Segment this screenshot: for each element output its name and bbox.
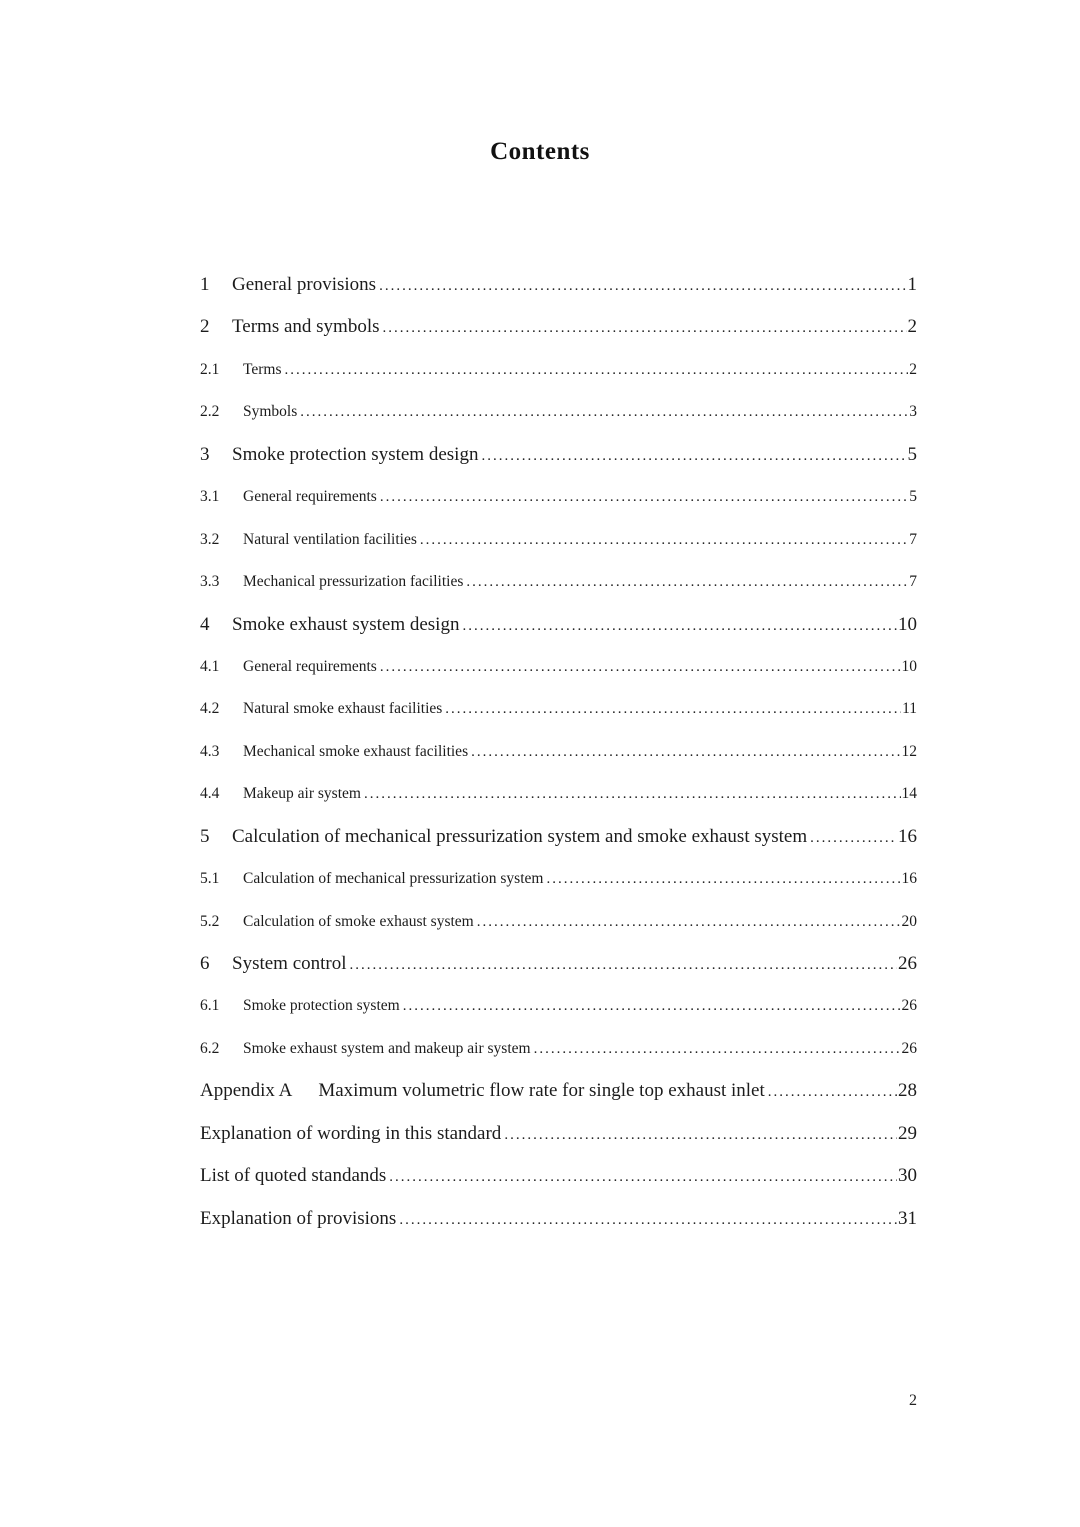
toc-entry-label: Smoke protection system [243, 997, 400, 1015]
toc-row [200, 391, 917, 433]
toc-entry-label: Mechanical smoke exhaust facilities [243, 742, 469, 760]
toc-entry-number: 4.2 [200, 700, 220, 718]
toc-entry-page: 26 [898, 953, 917, 974]
toc-dot-leader [462, 605, 897, 647]
toc-entry-number: Appendix A [200, 1080, 293, 1102]
toc-entry-number: 4.4 [200, 785, 220, 803]
toc-row [200, 306, 917, 348]
toc-dot-leader [768, 1071, 897, 1113]
toc-entry-number: 6 [200, 953, 210, 974]
toc-row [200, 476, 917, 518]
toc-entry-page: 26 [901, 997, 917, 1015]
toc-entry-label: Smoke protection system design [232, 443, 479, 465]
toc-entry-page: 20 [901, 912, 917, 930]
toc-entry-number: 4 [200, 613, 210, 635]
toc-entry-label: General requirements [243, 657, 377, 675]
toc-entry-label: General provisions [232, 274, 377, 295]
toc-dot-leader [403, 985, 901, 1027]
toc-dot-leader [466, 561, 908, 603]
toc-entry-page: 2 [907, 316, 917, 338]
toc-entry-page: 2 [909, 360, 917, 378]
toc-entry-label: Terms [243, 360, 282, 378]
toc-row [200, 816, 917, 858]
toc-row [200, 349, 917, 391]
toc-dot-leader [399, 1199, 897, 1241]
toc-entry-number: 3 [200, 443, 210, 465]
toc-entry-page: 10 [901, 657, 917, 675]
toc-row [200, 1070, 917, 1112]
toc-entry-label: List of quoted standands [200, 1165, 387, 1187]
toc-dot-leader [534, 1028, 901, 1070]
toc-dot-leader [504, 1114, 897, 1156]
toc-entry-label: Makeup air system [243, 785, 361, 803]
toc-entry-number: 1 [200, 274, 210, 295]
toc-entry-label: System control [232, 953, 347, 974]
toc-entry-number: 3.2 [200, 530, 220, 548]
toc-entry-label: Symbols [243, 403, 298, 421]
toc-dot-leader [477, 901, 901, 943]
toc-entry-page: 11 [902, 700, 917, 718]
toc-entry-label: Explanation of wording in this standard [200, 1122, 502, 1144]
toc-dot-leader [481, 435, 906, 477]
toc-dot-leader [383, 307, 907, 349]
toc-entry-label: General requirements [243, 488, 377, 506]
toc-row [200, 731, 917, 773]
toc-entry-number: 3.3 [200, 573, 220, 591]
toc-entry-page: 16 [898, 825, 917, 847]
toc-entry-label: Calculation of mechanical pressurization system [243, 870, 544, 888]
toc-dot-leader [471, 731, 900, 773]
toc-dot-leader [810, 817, 897, 859]
toc-entry-label: Natural ventilation facilities [243, 530, 417, 548]
toc-row [200, 561, 917, 603]
toc-dot-leader [350, 944, 897, 986]
toc-entry-number: 3.1 [200, 488, 220, 506]
toc-row [200, 1028, 917, 1070]
toc-row [200, 519, 917, 561]
toc-row [200, 434, 917, 476]
toc-entry-label: Smoke exhaust system design [232, 613, 460, 635]
toc-dot-leader [420, 519, 908, 561]
toc-entry-label: Natural smoke exhaust facilities [243, 700, 443, 718]
toc-entry-label: Maximum volumetric flow rate for single top exhaust inlet [318, 1080, 765, 1102]
toc-entry-page: 16 [901, 870, 917, 888]
toc-dot-leader [379, 265, 906, 307]
toc-dot-leader [285, 349, 909, 391]
toc-dot-leader [380, 646, 901, 688]
toc-row [200, 1155, 917, 1197]
toc-entry-page: 1 [907, 274, 917, 295]
toc-entry-page: 30 [898, 1165, 917, 1187]
toc-entry-page: 26 [901, 1039, 917, 1057]
toc-entry-page: 5 [909, 488, 917, 506]
toc-dot-leader [546, 858, 900, 900]
toc-row [200, 1113, 917, 1155]
toc-entry-number: 5.2 [200, 912, 220, 930]
toc-entry-label: Terms and symbols [232, 316, 380, 338]
toc-row [200, 264, 917, 306]
toc-entry-page: 12 [901, 742, 917, 760]
toc-entry-page: 10 [898, 613, 917, 635]
toc-row [200, 1198, 917, 1240]
toc-entry-label: Explanation of provisions [200, 1207, 397, 1229]
toc-entry-number: 2.1 [200, 360, 220, 378]
toc-entry-page: 14 [901, 785, 917, 803]
toc-dot-leader [389, 1156, 897, 1198]
toc-entry-number: 2.2 [200, 403, 220, 421]
toc-entry-number: 4.3 [200, 742, 220, 760]
toc-entry-number: 5 [200, 825, 210, 847]
toc-entry-page: 7 [909, 573, 917, 591]
toc-row [200, 901, 917, 943]
page-title: Contents [490, 138, 590, 165]
toc-entry-label: Smoke exhaust system and makeup air system [243, 1039, 531, 1057]
toc-entry-number: 4.1 [200, 657, 220, 675]
toc-entry-number: 5.1 [200, 870, 220, 888]
toc-entry-page: 29 [898, 1122, 917, 1144]
table-of-contents [200, 264, 917, 1240]
toc-dot-leader [364, 773, 901, 815]
toc-entry-label: Mechanical pressurization facilities [243, 573, 464, 591]
toc-row [200, 773, 917, 815]
toc-entry-page: 7 [909, 530, 917, 548]
toc-entry-page: 31 [898, 1207, 917, 1229]
toc-entry-page: 3 [909, 403, 917, 421]
toc-entry-page: 5 [907, 443, 917, 465]
toc-entry-page: 28 [898, 1080, 917, 1102]
toc-row [200, 604, 917, 646]
toc-entry-number: 6.2 [200, 1039, 220, 1057]
footer-page-number: 2 [909, 1392, 917, 1409]
toc-row [200, 646, 917, 688]
toc-row [200, 985, 917, 1027]
toc-entry-number: 6.1 [200, 997, 220, 1015]
toc-row [200, 858, 917, 900]
toc-row [200, 688, 917, 730]
toc-entry-label: Calculation of mechanical pressurization system and smoke exhaust system [232, 825, 808, 847]
toc-row [200, 943, 917, 985]
toc-entry-label: Calculation of smoke exhaust system [243, 912, 474, 930]
toc-dot-leader [300, 391, 908, 433]
toc-dot-leader [445, 688, 901, 730]
toc-entry-number: 2 [200, 316, 210, 338]
toc-dot-leader [380, 476, 908, 518]
